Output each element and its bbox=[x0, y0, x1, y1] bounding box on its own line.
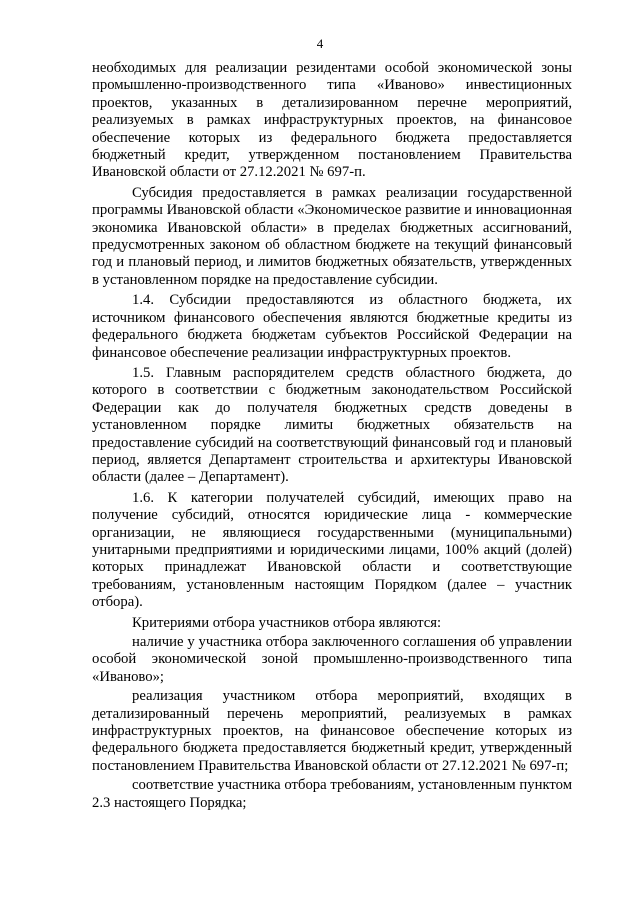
document-body bbox=[92, 60, 572, 814]
paragraph-criterion-requirements: соответствие участника отбора требованиям, установленным пунктом 2.3 настоящего Порядка; bbox=[92, 777, 572, 811]
paragraph-1-4: 1.4. Субсидии предоставляются из областного бюджета, их источником финансового обеспечения являются бюджетные кредиты из федерального бюджета бюджетам субъектов Российской Федерации на финансовое обеспечение реализации инфраструктурных проектов. bbox=[92, 292, 572, 361]
paragraph-continuation: необходимых для реализации резидентами особой экономической зоны промышленно-производственного типа «Иваново» инвестиционных проектов, указанных в детализированном перечне мероприятий, реализуемых в рамках инфраструктурных проектов, на финансовое обеспечение которых из федерального бюджета предоставляется бюджетный кредит, утвержденном постановлением Правительства Ивановской области от 27.12.2021 № 697-п. bbox=[92, 60, 572, 181]
paragraph-1-5: 1.5. Главным распорядителем средств областного бюджета, до которого в соответствии с бюджетным законодательством Российской Федерации как до получателя бюджетных средств доведены в установленном порядке лимиты бюджетных обязательств на предоставление субсидий на соответствующий финансовый год и плановый период, является Департамент строительства и архитектуры Ивановской области (далее – Департамент). bbox=[92, 364, 572, 486]
page-number: 4 bbox=[316, 36, 324, 51]
paragraph-criterion-agreement: наличие у участника отбора заключенного соглашения об управлении особой экономической зоной промышленно-производственного типа «Иваново»; bbox=[92, 634, 572, 685]
paragraph-criteria-heading: Критериями отбора участников отбора являются: bbox=[132, 614, 442, 631]
paragraph-criterion-implementation: реализация участником отбора мероприятий, входящих в детализированный перечень мероприятий, реализуемых в рамках инфраструктурных проектов, на финансовое обеспечение которых из федерального бюджета предоставляется бюджетный кредит, утвержденный постановлением Правительства Ивановской области от 27.12.2021 № 697-п; bbox=[92, 688, 572, 774]
paragraph-1-6: 1.6. К категории получателей субсидий, имеющих право на получение субсидий, относятся юридические лица - коммерческие организации, не являющиеся государственными (муниципальными) унитарными предприятиями и юридическими лицами, 100% акций (долей) которых принадлежат Ивановской области и соответствующие требованиям, установленным настоящим Порядком (далее – участник отбора). bbox=[92, 489, 572, 611]
paragraph-subsidy-program: Субсидия предоставляется в рамках реализации государственной программы Ивановской области «Экономическое развитие и инновационная экономика Ивановской области» в пределах бюджетных ассигнований, предусмотренных законом об областном бюджете на текущий финансовый год и плановый период, и лимитов бюджетных обязательств, утвержденных в установленном порядке на предоставление субсидии. bbox=[92, 184, 572, 288]
